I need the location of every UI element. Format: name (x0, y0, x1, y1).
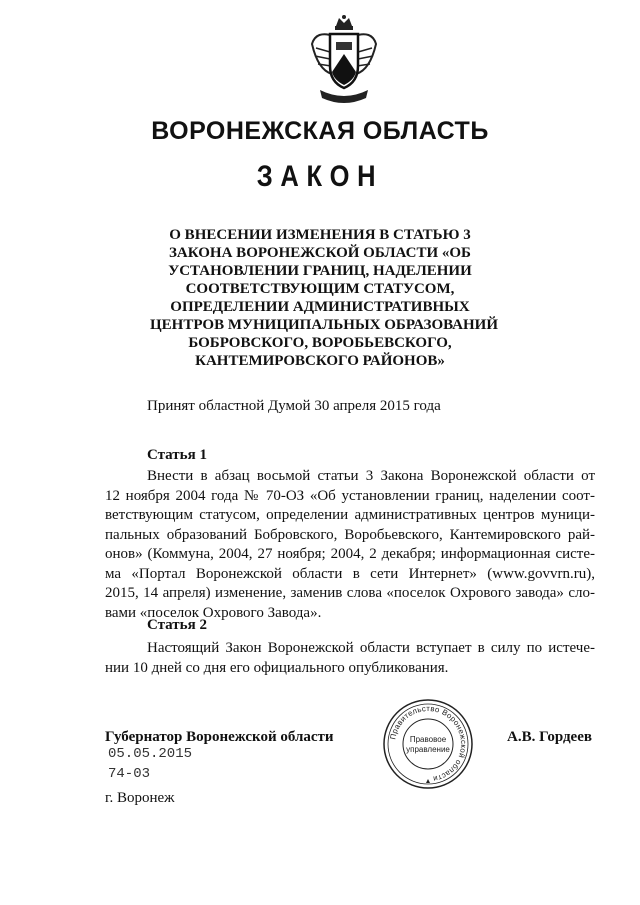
signing-city: г. Воронеж (105, 790, 175, 806)
official-stamp (381, 697, 475, 791)
article-1-text (105, 467, 595, 623)
subject-line: ЗАКОНА ВОРОНЕЖСКОЙ ОБЛАСТИ «ОБ (169, 245, 471, 261)
region-title: ВОРОНЕЖСКАЯ ОБЛАСТЬ (151, 117, 489, 145)
text-line: онов» (Коммуна, 2004, 27 ноября; 2004, 2 декабря; информационная систе- (105, 546, 595, 562)
text-line: Настоящий Закон Воронежской области вступает в силу по истече- (147, 640, 595, 656)
law-subject (150, 226, 499, 370)
text-line: вами «поселок Охрового Завода». (105, 604, 322, 621)
article-2-text (105, 639, 595, 678)
signatory-name: А.В. Гордеев (507, 729, 592, 745)
document-type-title: ЗАКОН (256, 160, 384, 193)
subject-line: ЦЕНТРОВ МУНИЦИПАЛЬНЫХ ОБРАЗОВАНИЙ (150, 317, 499, 333)
stamp-center-line: управление (406, 745, 450, 754)
subject-line: КАНТЕМИРОВСКОГО РАЙОНОВ» (195, 353, 445, 369)
adoption-statement: Принят областной Думой 30 апреля 2015 года (147, 398, 441, 414)
text-line: нии 10 дней со дня его официального опубликования. (105, 659, 449, 676)
article-1-heading: Статья 1 (147, 447, 207, 463)
article-2-heading: Статья 2 (147, 617, 207, 633)
text-line: 12 ноября 2004 года № 70-ОЗ «Об установлении границ, наделении соот- (105, 487, 595, 504)
stamp-ring-text: Правительство Воронежской области (388, 703, 469, 784)
subject-line: УСТАНОВЛЕНИИ ГРАНИЦ, НАДЕЛЕНИИ (168, 263, 472, 279)
text-line: 2015, 14 апреля) изменение, заменив слова «поселок Охрового завода» сло- (105, 585, 595, 601)
text-line: ма «Портал Воронежской области в сети Интернет» (www.govvrn.ru), (105, 565, 595, 582)
text-line: пальных образований Бобровского, Воробьевского, Кантемировского рай- (105, 526, 595, 543)
signatory-title: Губернатор Воронежской области (105, 729, 334, 745)
subject-line: ОПРЕДЕЛЕНИИ АДМИНИСТРАТИВНЫХ (170, 299, 470, 315)
subject-line: О ВНЕСЕНИИ ИЗМЕНЕНИЯ В СТАТЬЮ 3 (169, 227, 471, 243)
text-line: ветствующим статусом, определении административных центров муници- (105, 507, 595, 523)
stamp-center-line: Правовое (409, 735, 447, 744)
text-line: Внести в абзац восьмой статьи 3 Закона Воронежской области от (147, 468, 595, 484)
signing-date: 05.05.2015 (108, 746, 193, 762)
law-number: 74-03 (108, 766, 151, 782)
subject-line: СООТВЕТСТВУЮЩИМ СТАТУСОМ, (185, 281, 455, 297)
coat-of-arms-icon (306, 14, 382, 106)
subject-line: БОБРОВСКОГО, ВОРОБЬЕВСКОГО, (188, 335, 452, 351)
